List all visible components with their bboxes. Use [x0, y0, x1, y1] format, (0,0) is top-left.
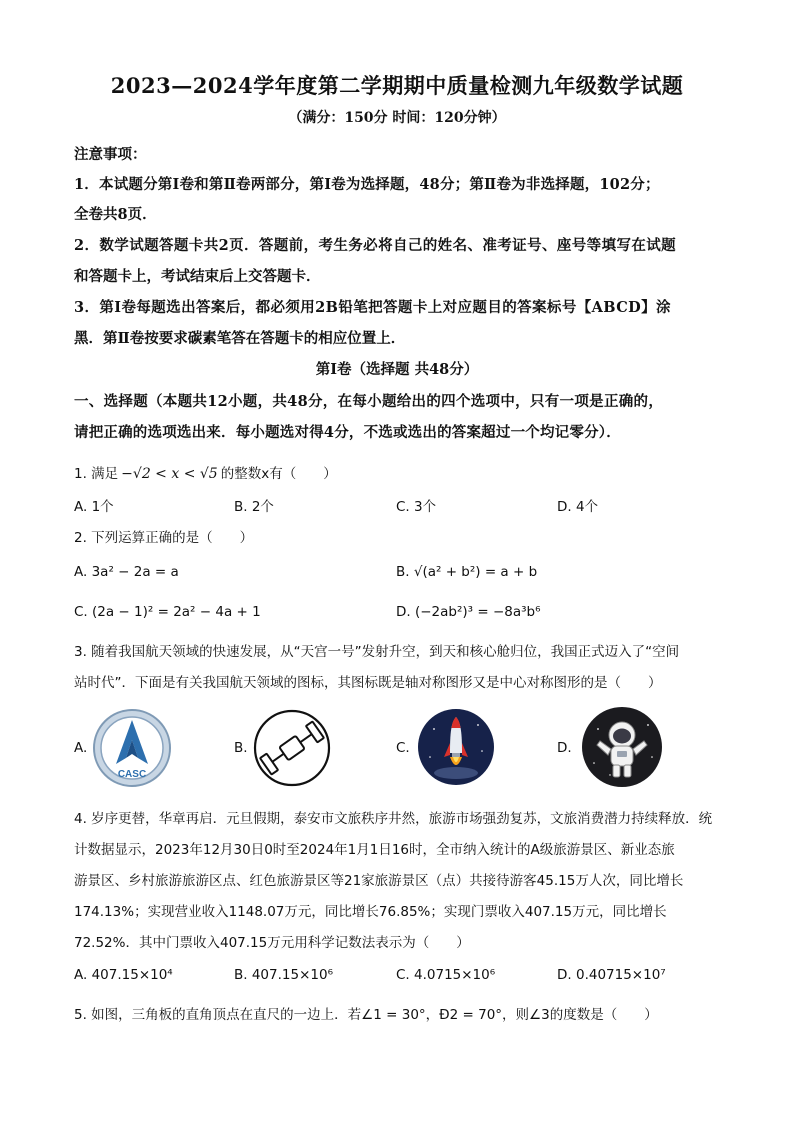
question-5: 5. 如图，三角板的直角顶点在直尺的一边上．若∠1 = 30°，Ð2 = 70°，则∠3的度数是（ ） [74, 1007, 658, 1023]
question-4-cont: 游景区、乡村旅游旅游区点、红色旅游景区等21家旅游景区（点）共接待游客45.15万人次，同比增长 [74, 873, 684, 889]
q1-inequality: −√2 < x < √5 [121, 466, 218, 482]
satellite-icon [252, 708, 332, 788]
rocket-launch-icon [416, 707, 496, 787]
question-3: 3. 随着我国航天领域的快速发展，从“天宫一号”发射升空，到天和核心舱归位，我国正式迈入了“空间 [74, 644, 680, 660]
page-subtitle: （满分：150分 时间：120分钟） [288, 110, 506, 126]
q4-option-b: B. 407.15×10⁶ [234, 967, 333, 983]
notice-line: 3．第Ⅰ卷每题选出答案后，都必须用2B铅笔把答题卡上对应题目的答案标号【ABCD】涂 [74, 299, 671, 316]
astronaut-icon [580, 705, 664, 789]
page-title: 2023—2024学年度第二学期期中质量检测九年级数学试题 [110, 73, 684, 98]
q4-option-a: A. 407.15×10⁴ [74, 967, 173, 983]
q3-label-d: D. [557, 740, 572, 756]
notice-line: 黑．第Ⅱ卷按要求碳素笔答在答题卡的相应位置上． [74, 330, 406, 347]
question-3-cont: 站时代”．下面是有关我国航天领域的图标，其图标既是轴对称图形又是中心对称图形的是（ ） [74, 675, 662, 691]
notice-line: 2．数学试题答题卡共2页．答题前，考生务必将自己的姓名、准考证号、座号等填写在试题 [74, 237, 677, 254]
part1-instructions: 请把正确的选项选出来．每小题选对得4分，不选或选出的答案超过一个均记零分）． [74, 424, 621, 441]
q1-suffix: 的整数x有（ ） [220, 466, 337, 482]
notice-line: 和答题卡上，考试结束后上交答题卡． [74, 268, 321, 285]
q2-option-a: A. 3a² − 2a = a [74, 564, 179, 580]
question-4-cont: 72.52%．其中门票收入407.15万元用科学记数法表示为（ ） [74, 935, 470, 951]
notice-heading: 注意事项： [74, 146, 147, 163]
q2-option-b: B. √(a² + b²) = a + b [396, 564, 538, 580]
question-4-cont: 计数据显示，2023年12月30日0时至2024年1月1日16时，全市纳入统计的A级旅游景区、新业态旅 [74, 842, 675, 858]
casc-text: CASC [117, 769, 147, 780]
question-4: 4. 岁序更替，华章再启．元旦假期，泰安市文旅秩序井然，旅游市场强劲复苏，文旅消费潜力持续释放．统 [74, 811, 713, 827]
q3-label-a: A. [74, 740, 88, 756]
question-2: 2. 下列运算正确的是（ ） [74, 530, 254, 546]
question-4-cont: 174.13%；实现营业收入1148.07万元，同比增长76.85%；实现门票收入407.15万元，同比增长 [74, 904, 667, 920]
q2-option-d: D. (−2ab²)³ = −8a³b⁶ [396, 604, 541, 620]
q4-option-c: C. 4.0715×10⁶ [396, 967, 496, 983]
q3-label-c: C. [396, 740, 410, 756]
q3-label-b: B. [234, 740, 248, 756]
casc-logo-icon [92, 708, 172, 788]
notice-line: 1．本试题分第Ⅰ卷和第Ⅱ卷两部分，第Ⅰ卷为选择题，48分；第Ⅱ卷为非选择题，102分； [74, 176, 660, 193]
q2-option-c: C. (2a − 1)² = 2a² − 4a + 1 [74, 604, 261, 620]
q1-option-c: C. 3个 [396, 499, 437, 515]
section-title: 第Ⅰ卷（选择题 共48分） [315, 361, 479, 378]
q1-option-d: D. 4个 [557, 499, 599, 515]
q4-option-d: D. 0.40715×10⁷ [557, 967, 666, 983]
question-1 [74, 462, 337, 482]
part1-instructions: 一、选择题（本题共12小题，共48分，在每小题给出的四个选项中，只有一项是正确的， [74, 393, 664, 410]
notice-line: 全卷共8页． [74, 206, 157, 223]
q1-prefix: 1. 满足 [74, 466, 119, 482]
q1-option-a: A. 1个 [74, 499, 114, 515]
q1-option-b: B. 2个 [234, 499, 274, 515]
